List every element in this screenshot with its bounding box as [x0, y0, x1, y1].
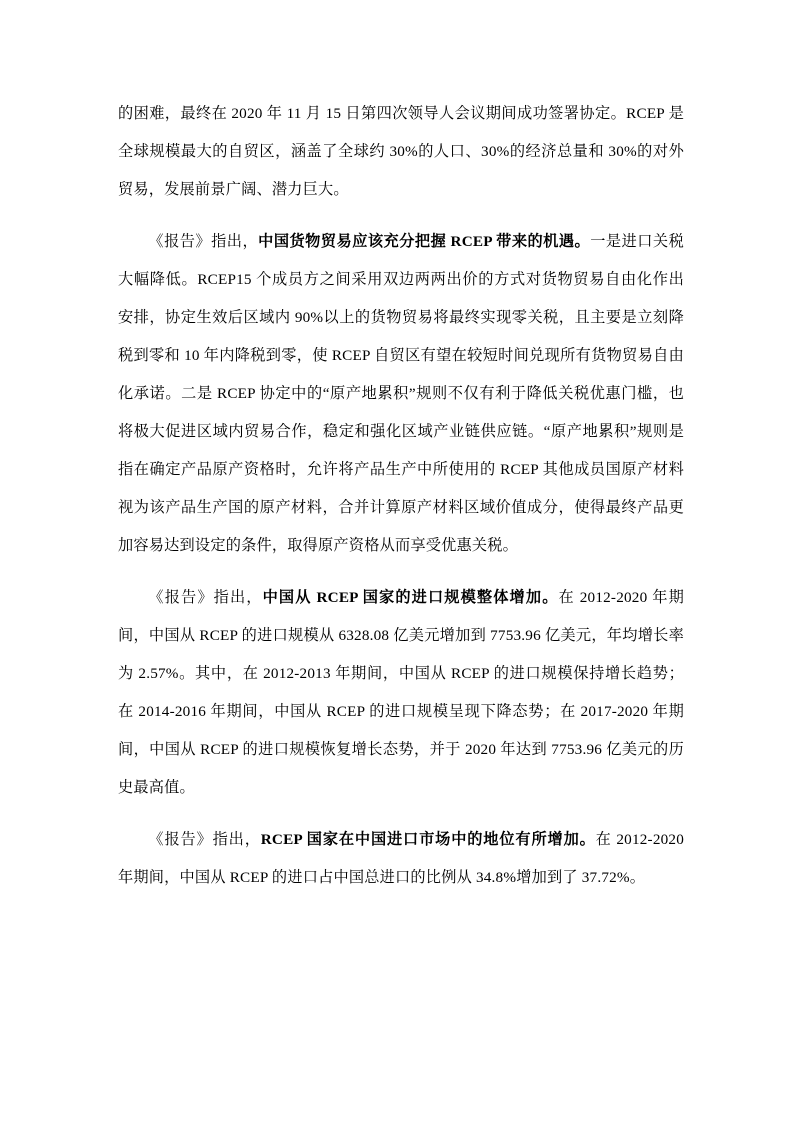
emphasis-run: RCEP 国家在中国进口市场中的地位有所增加。 [260, 831, 596, 848]
paragraph-3 [118, 579, 684, 807]
paragraph-2 [118, 223, 684, 565]
text-run: 一是进口关税大幅降低。RCEP15 个成员方之间采用双边两两出价的方式对货物贸易自由化作出安排，协定生效后区域内 90%以上的货物贸易将最终实现零关税，且主要是立刻降税到零和 10 年内降税到零，使 RCEP 自贸区有望在较短时间兑现所有货物贸易自由化承诺。二是 RCEP 协定中的“原产地累积”规则不仅有利于降低关税优惠门槛，也将极大促进区域内贸易合作，稳定和强化区域产业链供应链。“原产地累积”规则是指在确定产品原产资格时，允许将产品生产中所使用的 RCEP 其他成员国原产材料视为该产品生产国的原产材料，合并计算原产材料区域价值成分，使得最终产品更加容易达到设定的条件，取得原产资格从而享受优惠关税。 [118, 233, 684, 554]
text-run: 的困难，最终在 2020 年 11 月 15 日第四次领导人会议期间成功签署协定。RCEP 是全球规模最大的自贸区，涵盖了全球约 30%的人口、30%的经济总量和 30%的对外贸易，发展前景广阔、潜力巨大。 [118, 105, 684, 198]
text-run: 《报告》指出， [148, 589, 263, 606]
paragraph-1 [118, 95, 684, 209]
text-run: 《报告》指出， [148, 233, 259, 250]
emphasis-run: 中国从 RCEP 国家的进口规模整体增加。 [262, 589, 559, 606]
text-run: 《报告》指出， [148, 831, 261, 848]
text-run: 在 2012-2020 年期间，中国从 RCEP 的进口规模从 6328.08 亿美元增加到 7753.96 亿美元，年均增长率为 2.57%。其中，在 2012-2013 年期间，中国从 RCEP 的进口规模保持增长趋势；在 2014-2016 年期间，中国从 RCEP 的进口规模呈现下降态势；在 2017-2020 年期间，中国从 RCEP 的进口规模恢复增长态势，并于 2020 年达到 7753.96 亿美元的历史最高值。 [118, 589, 684, 796]
text-run: 在 2012-2020 年期间，中国从 RCEP 的进口占中国总进口的比例从 34.8%增加到了 37.72%。 [118, 831, 684, 886]
document-body [118, 95, 684, 911]
emphasis-run: 中国货物贸易应该充分把握 RCEP 带来的机遇。 [258, 233, 591, 250]
paragraph-4 [118, 821, 684, 897]
